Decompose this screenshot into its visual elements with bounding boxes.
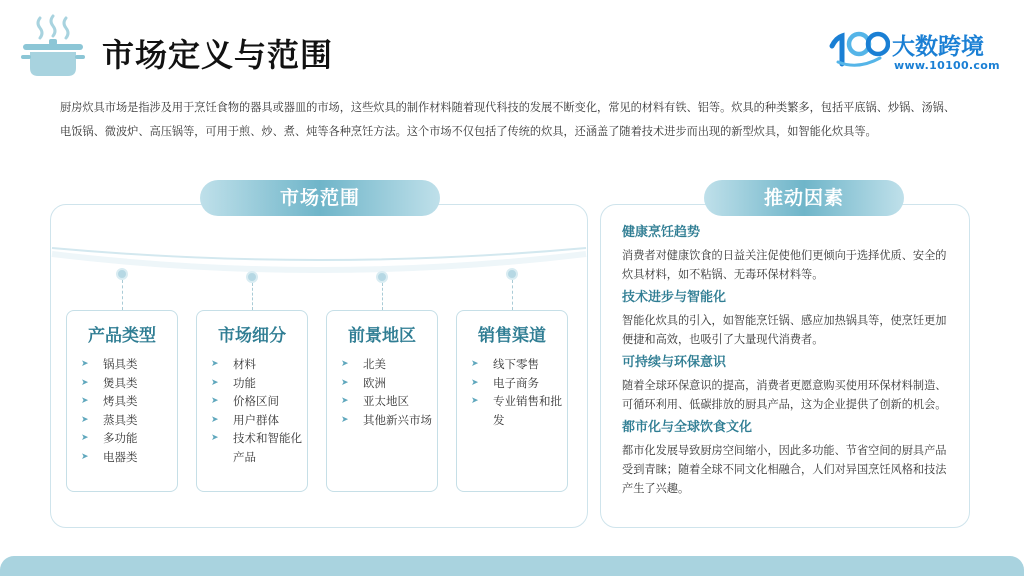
factor-text: 消费者对健康饮食的日益关注促使他们更倾向于选择优质、安全的炊具材料，如不粘锅、无毒环保材料等。 [622,249,947,281]
category-title: 市场细分 [218,326,286,346]
brand-logo [828,26,1008,76]
timeline-dot [376,271,388,283]
factor-text: 智能化炊具的引入，如智能烹饪锅、感应加热锅具等，使烹饪更加便捷和高效，也吸引了大量现代消费者。 [622,314,947,346]
connector-line [252,283,253,310]
list-item: ➤ 专业销售和批发 [471,392,563,429]
brand-url: www.10100.com [894,59,1000,72]
category-list [471,355,563,429]
category-list [211,355,303,467]
list-item: ➤ 锅具类 [81,355,173,374]
connector-line [512,280,513,310]
list-item: ➤ 线下零售 [471,355,563,374]
list-item: ➤ 烤具类 [81,392,173,411]
list-item: ➤ 亚太地区 [341,392,433,411]
logo-mark-icon [828,26,890,70]
drivers-heading: 推动因素 [704,180,904,216]
arrow-bullet-icon: ➤ [211,414,219,425]
list-item: ➤ 电器类 [81,448,173,467]
category-card-market-segment [196,310,308,492]
list-item: ➤ 电子商务 [471,374,563,393]
list-item: ➤ 北美 [341,355,433,374]
arrow-bullet-icon: ➤ [81,396,89,407]
arrow-bullet-icon: ➤ [81,377,89,388]
intro-paragraph: 厨房炊具市场是指涉及用于烹饪食物的器具或器皿的市场，这些炊具的制作材料随着现代科技的发展不断变化，常见的材料有铁、铝等。炊具的种类繁多，包括平底锅、炒锅、汤锅、电饭锅、微波炉、高压锅等，可用于煎、炒、煮、炖等各种烹饪方法。这个市场不仅包括了传统的炊具，还涵盖了随着技术进步而出现的新型炊具，如智能化炊具等。 [60,101,956,138]
category-card-product-type [66,310,178,492]
arrow-bullet-icon: ➤ [341,359,349,369]
connector-line [382,283,383,310]
category-list [81,355,173,467]
factor-text: 随着全球环保意识的提高，消费者更愿意购买使用环保材料制造、可循环利用、低碳排放的厨具产品，这为企业提供了创新的机会。 [622,379,947,411]
page-title: 市场定义与范围 [102,36,334,74]
arrow-bullet-icon: ➤ [81,414,89,425]
arrow-bullet-icon: ➤ [81,359,89,369]
factor-title: 可持续与环保意识 [622,355,727,370]
category-title: 前景地区 [348,326,416,346]
category-title: 产品类型 [88,326,156,346]
arrow-bullet-icon: ➤ [471,377,479,388]
list-item: ➤ 价格区间 [211,392,303,411]
list-item: ➤ 欧洲 [341,374,433,393]
list-item: ➤ 材料 [211,355,303,374]
drivers-list [622,222,956,498]
arrow-bullet-icon: ➤ [471,359,479,369]
factor-title: 技术进步与智能化 [622,290,727,305]
arrow-bullet-icon: ➤ [341,414,349,425]
list-item: ➤ 技术和智能化产品 [211,429,303,466]
arrow-bullet-icon: ➤ [211,359,219,369]
arrow-bullet-icon: ➤ [211,396,219,407]
timeline-dot [506,268,518,280]
timeline-dot [116,268,128,280]
category-list [341,355,433,429]
category-card-regions [326,310,438,492]
list-item: ➤ 其他新兴市场 [341,411,433,430]
factor-text: 都市化发展导致厨房空间缩小，因此多功能、节省空间的厨具产品受到青睐；随着全球不同文化相融合，人们对异国烹饪风格和技法产生了兴趣。 [622,444,947,495]
category-card-sales-channels [456,310,568,492]
list-item: ➤ 煲具类 [81,374,173,393]
factor-title: 都市化与全球饮食文化 [622,420,753,435]
list-item: ➤ 多功能 [81,429,173,448]
brand-name: 大数跨境 [892,34,984,60]
list-item: ➤ 功能 [211,374,303,393]
arrow-bullet-icon: ➤ [81,433,89,444]
factor-title: 健康烹饪趋势 [622,225,701,240]
market-scope-heading: 市场范围 [200,180,440,216]
timeline-dot [246,271,258,283]
decorative-arc [50,228,588,288]
arrow-bullet-icon: ➤ [471,396,479,407]
arrow-bullet-icon: ➤ [81,451,89,462]
list-item: ➤ 用户群体 [211,411,303,430]
category-title: 销售渠道 [478,326,546,346]
arrow-bullet-icon: ➤ [211,377,219,388]
arrow-bullet-icon: ➤ [341,377,349,388]
footer-bar [0,556,1024,576]
arrow-bullet-icon: ➤ [211,433,219,444]
list-item: ➤ 蒸具类 [81,411,173,430]
connector-line [122,280,123,310]
arrow-bullet-icon: ➤ [341,396,349,407]
cooking-pot-icon [20,14,86,80]
